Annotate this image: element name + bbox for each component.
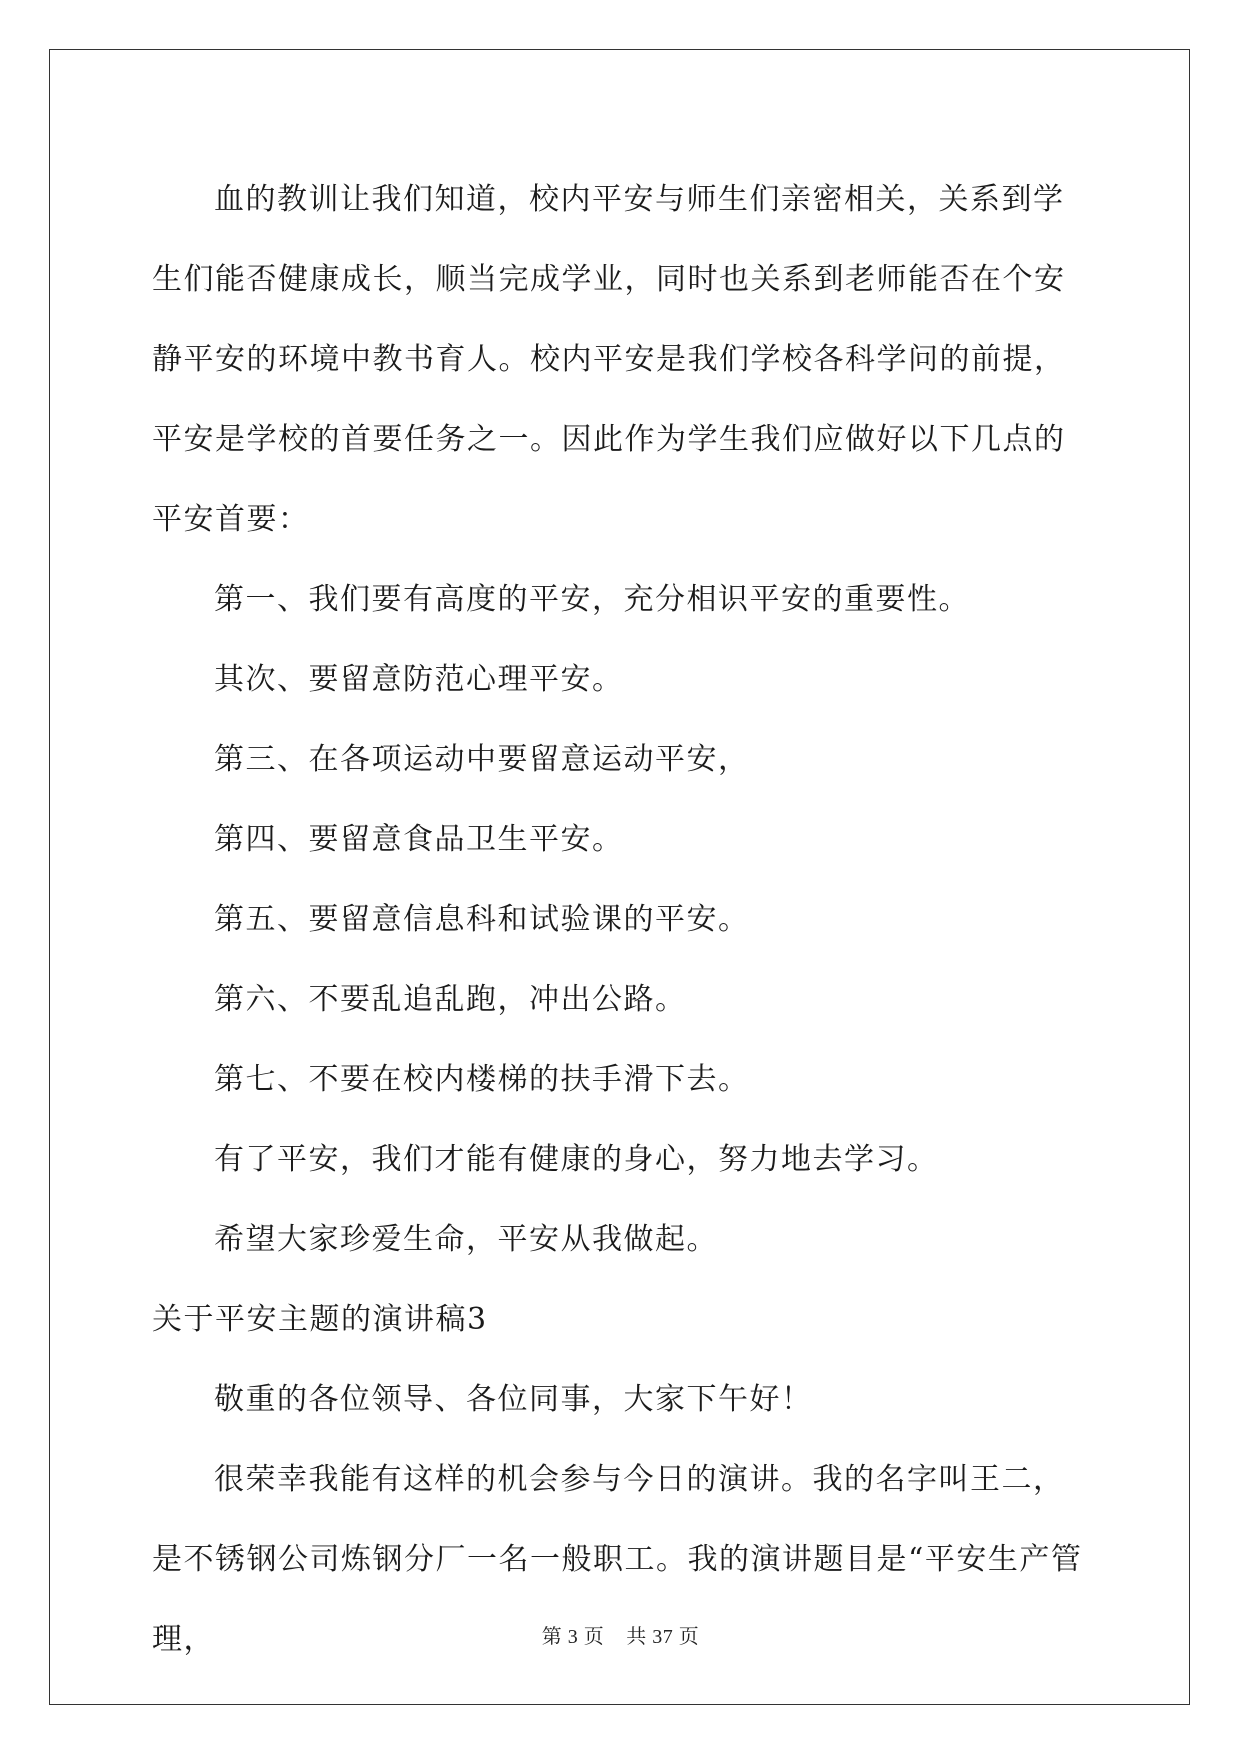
paragraph: 第六、不要乱追乱跑，冲出公路。 <box>214 982 687 1017</box>
paragraph: 第四、要留意食品卫生平安。 <box>214 822 624 857</box>
page-number: 第 3 页 <box>541 1626 605 1648</box>
paragraph: 希望大家珍爱生命，平安从我做起。 <box>214 1222 718 1257</box>
paragraph: 血的教训让我们知道，校内平安与师生们亲密相关，关系到学生们能否健康成长，顺当完成学业，同时也关系到老师能否在个安静平安的环境中教书育人。校内平安是我们学校各科学问的前提，平安是学校的首要任务之一。因此作为学生我们应做好以下几点的平安首要： <box>152 182 1066 537</box>
page-total: 共 37 页 <box>626 1626 700 1648</box>
paragraph: 其次、要留意防范心理平安。 <box>214 662 624 697</box>
section-heading: 关于平安主题的演讲稿3 <box>152 1302 488 1337</box>
paragraph: 第五、要留意信息科和试验课的平安。 <box>214 902 750 937</box>
paragraph: 第一、我们要有高度的平安，充分相识平安的重要性。 <box>214 582 970 617</box>
paragraph: 有了平安，我们才能有健康的身心，努力地去学习。 <box>214 1142 939 1177</box>
page-footer <box>0 1620 1241 1649</box>
paragraph: 很荣幸我能有这样的机会参与今日的演讲。我的名字叫王二，是不锈钢公司炼钢分厂一名一般职工。我的演讲题目是“平安生产管理， <box>152 1462 1083 1657</box>
paragraph: 敬重的各位领导、各位同事，大家下午好！ <box>214 1382 813 1417</box>
document-body <box>152 160 1092 1680</box>
paragraph: 第三、在各项运动中要留意运动平安， <box>214 742 750 777</box>
paragraph: 第七、不要在校内楼梯的扶手滑下去。 <box>214 1062 750 1097</box>
